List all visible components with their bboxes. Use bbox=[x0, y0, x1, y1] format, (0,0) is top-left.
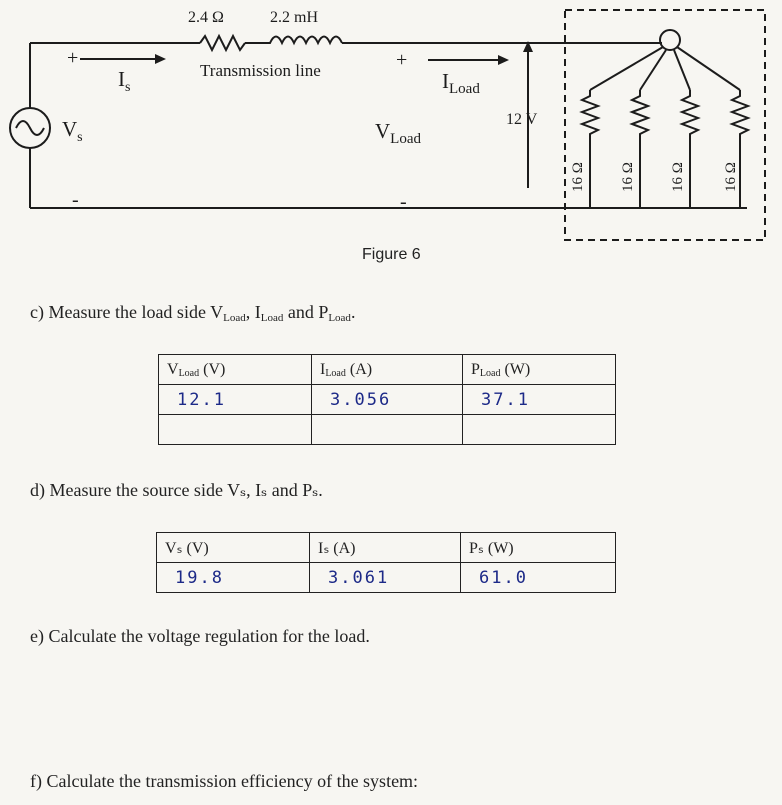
resistor-label-1: 16 Ω bbox=[570, 162, 586, 192]
resistor-label-3: 16 Ω bbox=[670, 162, 686, 192]
resistor-label-2: 16 Ω bbox=[620, 162, 636, 192]
iload-sub: Load bbox=[449, 81, 480, 97]
svg-text:Vs bbox=[62, 117, 83, 145]
question-c-text: , I bbox=[245, 302, 261, 322]
load-plus: + bbox=[396, 49, 408, 71]
table-row-empty bbox=[159, 415, 616, 445]
line-inductor bbox=[245, 37, 342, 44]
line-label: Transmission line bbox=[200, 61, 321, 80]
vs-label: V bbox=[62, 117, 78, 141]
iload-arrow-icon bbox=[498, 55, 509, 65]
source-plus: + bbox=[67, 47, 79, 69]
empty-cell[interactable] bbox=[159, 415, 312, 445]
table-header-row bbox=[159, 355, 616, 385]
empty-cell[interactable] bbox=[312, 415, 463, 445]
load-minus: - bbox=[400, 191, 407, 213]
question-f: f) Calculate the transmission efficiency of the system: bbox=[30, 771, 419, 791]
header-iload: ILoad (A) bbox=[312, 355, 463, 385]
question-c-text: c) Measure the load side V bbox=[30, 302, 224, 322]
vs-value[interactable]: 19.8 bbox=[157, 563, 310, 593]
header-is: Iₛ (A) bbox=[310, 533, 461, 563]
pload-value[interactable]: 37.1 bbox=[463, 385, 616, 415]
ps-value[interactable]: 61.0 bbox=[461, 563, 616, 593]
resistor-label-4: 16 Ω bbox=[723, 162, 739, 192]
is-sub: s bbox=[125, 80, 131, 95]
empty-cell[interactable] bbox=[463, 415, 616, 445]
vs-sub: s bbox=[77, 130, 83, 145]
source-measurement-table bbox=[156, 532, 616, 593]
question-c-sub: Load bbox=[260, 312, 284, 324]
header-ps: Pₛ (W) bbox=[461, 533, 616, 563]
load-measurement-table bbox=[158, 354, 616, 445]
inductance-label: 2.2 mH bbox=[270, 9, 318, 26]
figure-caption: Figure 6 bbox=[362, 246, 421, 263]
table-header-row bbox=[157, 533, 616, 563]
source-minus: - bbox=[72, 189, 79, 211]
vload-sub: Load bbox=[390, 131, 421, 147]
header-vs: Vₛ (V) bbox=[157, 533, 310, 563]
question-e: e) Calculate the voltage regulation for the load. bbox=[30, 626, 370, 646]
is-label: I bbox=[118, 67, 125, 91]
vload-label: V bbox=[375, 119, 391, 143]
question-c-sub: Load bbox=[328, 312, 351, 324]
svg-text:ILoad bbox=[442, 69, 480, 97]
resistance-label: 2.4 Ω bbox=[188, 9, 224, 26]
circuit-diagram bbox=[0, 0, 782, 250]
table-row bbox=[157, 563, 616, 593]
question-c-sub: Load bbox=[223, 312, 246, 324]
iload-value[interactable]: 3.056 bbox=[312, 385, 463, 415]
vload-value[interactable]: 12.1 bbox=[159, 385, 312, 415]
question-d: d) Measure the source side Vₛ, Iₛ and Pₛ. bbox=[30, 480, 323, 500]
is-arrow-icon bbox=[155, 54, 166, 64]
question-c-text: . bbox=[350, 302, 356, 322]
question-c-text: and P bbox=[283, 302, 329, 322]
header-vload: VLoad (V) bbox=[159, 355, 312, 385]
svg-text:VLoad bbox=[375, 119, 421, 147]
source-voltage-label: 12 V bbox=[506, 111, 538, 128]
svg-text:Is bbox=[118, 67, 130, 95]
is-value[interactable]: 3.061 bbox=[310, 563, 461, 593]
iload-label: I bbox=[442, 69, 449, 93]
line-resistor bbox=[200, 36, 245, 50]
header-pload: PLoad (W) bbox=[463, 355, 616, 385]
table-row bbox=[159, 385, 616, 415]
question-c bbox=[30, 302, 355, 324]
